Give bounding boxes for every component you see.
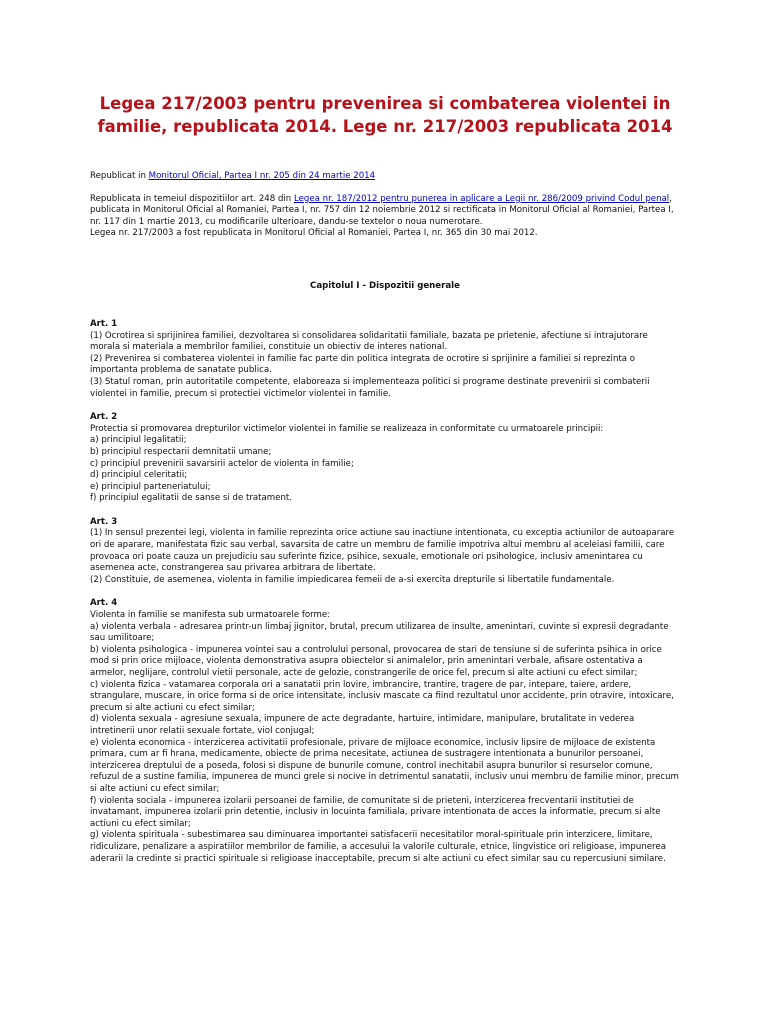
article-paragraph: c) principiul prevenirii savarsirii actelor de violenta in familie; — [90, 458, 354, 469]
article-paragraph: g) violenta spirituala - subestimarea sau diminuarea importantei satisfacerii necesitatilor moral-spirituale prin interzicere, limitare, ridiculizare, penalizare a aspiratiilor membrilor de familie, a accesului la valorile culturale, etnice, lingvistice ori religioase, impunerea aderarii la credinte si practici spirituale si religioase inacceptabile, precum si alte actiuni cu efect similar sau cu repercusiuni similare. — [90, 830, 666, 864]
publication-line — [90, 171, 680, 183]
article-paragraph: c) violenta fizica - vatamarea corporala ori a sanatatii prin lovire, imbrancire, trantire, tragere de par, intepare, taiere, ardere, strangulare, muscare, in orice forma si de orice intensitate, inclusiv mascate ca fiind rezultatul unor accidente, prin otravire, intoxicare, precum si alte actiuni cu efect similar; — [90, 679, 674, 713]
article-paragraph: a) principiul legalitatii; — [90, 435, 187, 446]
article-title: Art. 3 — [90, 516, 118, 527]
article-paragraph: a) violenta verbala - adresarea printr-un limbaj jignitor, brutal, precum utilizarea de insulte, amenintari, cuvinte si expresii degradante sau umilitoare; — [90, 621, 669, 644]
article-paragraph: b) violenta psihologica - impunerea vointei sau a controlului personal, provocarea de stari de tensiune si de suferinta psihica in orice mod si prin orice mijloace, violenta demonstrativa asupra obiectelor si animalelor, prin amenintari verbale, afisare ostentativa a armelor, neglijare, controlul vietii personale, acte de gelozie, constrangerile de orice fel, precum si alte actiuni cu efect similar; — [90, 644, 662, 678]
article-paragraph: f) violenta sociala - impunerea izolarii persoanei de familie, de comunitate si de prieteni, interzicerea frecventarii institutiei de invatamant, impunerea izolarii prin detentie, inclusiv in locuinta familiala, privare intentionata de acces la informatie, precum si alte actiuni cu efect similar; — [90, 795, 661, 829]
document-page — [90, 92, 680, 877]
article-paragraph: Protectia si promovarea drepturilor victimelor violentei in familie se realizeaza in conformitate cu urmatoarele principii: — [90, 423, 604, 434]
article-paragraph: d) principiul celeritatii; — [90, 470, 188, 481]
document-title: Legea 217/2003 pentru prevenirea si combaterea violentei in familie, republicata 2014. Lege nr. 217/2003 republicata 2014 — [97, 94, 673, 136]
article-paragraph: e) principiul parteneriatului; — [90, 481, 211, 492]
intro-second-line: Legea nr. 217/2003 a fost republicata in Monitorul Oficial al Romaniei, Partea I, nr. 365 din 30 mai 2012. — [90, 228, 538, 239]
article-title: Art. 1 — [90, 318, 118, 329]
intro-text-after-link: , publicata in Monitorul Oficial al Romaniei, Partea I, nr. 757 din 12 noiembrie 2012 si rectificata in Monitorul Oficial al Romaniei, Partea I, nr. 117 din 1 martie 2013, cu modificarile ulterioare, dandu-se textelor o noua numerotare. — [90, 193, 674, 227]
article-paragraph: (2) Constituie, de asemenea, violenta in familie impiedicarea femeii de a-si exercita drepturile si libertatile fundamentale. — [90, 574, 615, 585]
article-paragraph: b) principiul respectarii demnitatii umane; — [90, 446, 272, 457]
article-paragraph: (3) Statul roman, prin autoritatile competente, elaboreaza si implementeaza politici si programe destinate prevenirii si combaterii violentei in familie, precum si protectiei victimelor violentei in familie. — [90, 376, 650, 399]
article — [90, 412, 680, 505]
publication-prefix: Republicat in — [90, 171, 149, 181]
lege-187-2012-link[interactable]: Legea nr. 187/2012 pentru punerea in aplicare a Legii nr. 286/2009 privind Codul penal — [293, 193, 670, 204]
article-paragraph: Violenta in familie se manifesta sub urmatoarele forme: — [90, 610, 331, 621]
republication-note — [90, 194, 680, 240]
article-paragraph: (1) In sensul prezentei legi, violenta in familie reprezinta orice actiune sau inactiune intentionata, cu exceptia actiunilor de autoaparare ori de aparare, manifestata fizic sau verbal, savarsita de catre un membru de familie impotriva altui membru al aceleiasi familii, care provoaca ori poate cauza un prejudiciu sau suferinte fizice, psihice, sexuale, emotionale ori psihologice, inclusiv amenintarea cu asemenea acte, constrangerea sau privarea arbitrara de libertate. — [90, 528, 675, 574]
article — [90, 319, 680, 400]
chapter-heading: Capitolul I - Dispozitii generale — [310, 280, 460, 291]
article-paragraph: d) violenta sexuala - agresiune sexuala, impunere de acte degradante, hartuire, intimidare, manipulare, brutalitate in vederea intretinerii unor relatii sexuale fortate, viol conjugal; — [90, 714, 635, 736]
article-paragraph: f) principiul egalitatii de sanse si de tratament. — [90, 493, 292, 504]
article-paragraph: e) violenta economica - interzicerea activitatii profesionale, privare de mijloace economice, inclusiv lipsire de mijloace de existenta primara, cum ar fi hrana, medicamente, obiecte de prima necesitate, actiunea de sustragere intentionata a bunurilor persoanei, interzicerea dreptului de a poseda, folosi si dispune de bunurile comune, control inechitabil asupra bunurilor si resurselor comune, refuzul de a sustine familia, impunerea de munci grele si nocive in detrimentul sanatatii, inclusiv unui membru de familie minor, precum si alte actiuni cu efect similar; — [90, 737, 679, 794]
article — [90, 598, 680, 865]
intro-text-before-link: Republicata in temeiul dispozitiilor art. 248 din — [90, 193, 294, 204]
monitorul-oficial-link[interactable]: Monitorul Oficial, Partea I nr. 205 din 24 martie 2014 — [148, 171, 376, 181]
article-paragraph: (2) Prevenirea si combaterea violentei in familie fac parte din politica integrata de ocrotire si sprijinire a familiei si reprezinta o importanta problema de sanatate publica. — [90, 353, 636, 376]
article-title: Art. 4 — [90, 598, 118, 609]
article — [90, 517, 680, 587]
article-paragraph: (1) Ocrotirea si sprijinirea familiei, dezvoltarea si consolidarea solidaritatii familiale, bazata pe prietenie, afectiune si intrajutorare morala si materiala a membrilor familiei, constituie un obiectiv de interes national. — [90, 330, 648, 353]
article-title: Art. 2 — [90, 412, 118, 423]
